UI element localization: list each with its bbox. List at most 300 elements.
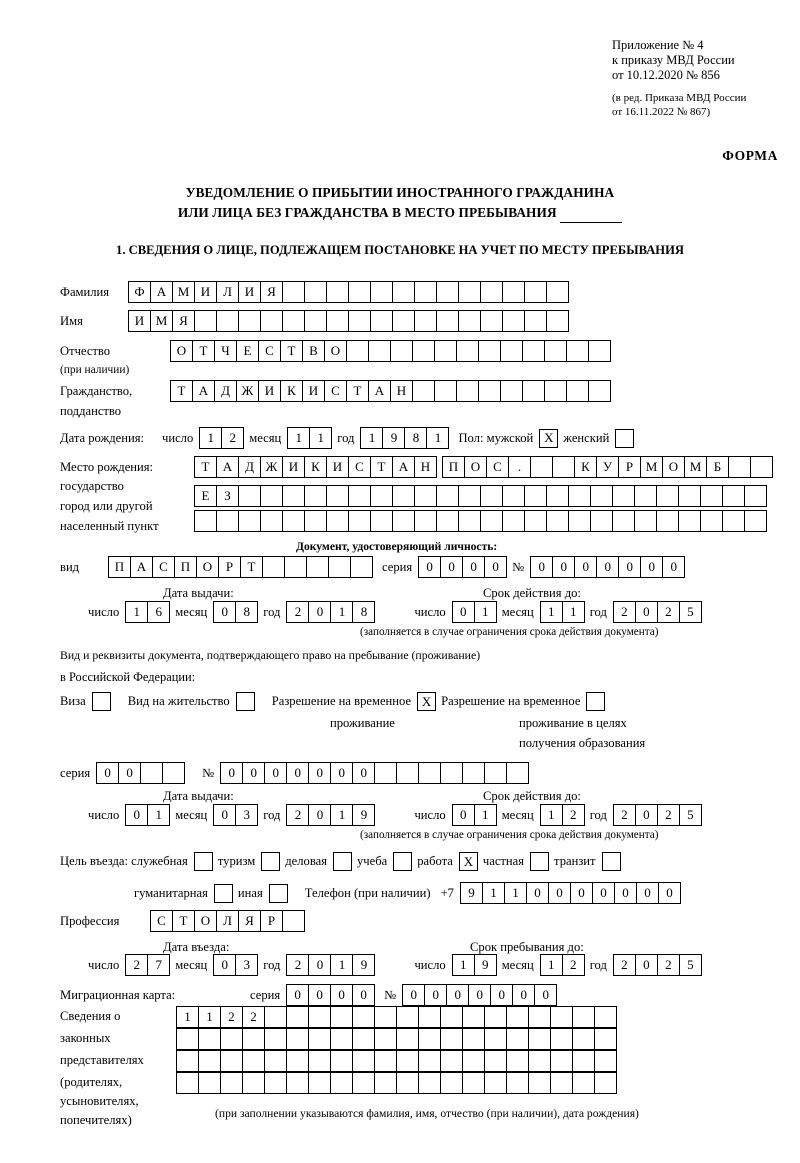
cell[interactable]: 8 bbox=[404, 427, 427, 449]
cell[interactable]: 0 bbox=[574, 556, 597, 578]
cell[interactable]: Д bbox=[238, 456, 261, 478]
permit-series-boxes[interactable] bbox=[96, 762, 184, 784]
cell[interactable] bbox=[484, 1072, 507, 1094]
cell[interactable] bbox=[282, 910, 305, 932]
cell[interactable] bbox=[456, 340, 479, 362]
cell[interactable]: Я bbox=[260, 281, 283, 303]
visa-checkbox[interactable] bbox=[92, 692, 110, 711]
residence-checkbox[interactable] bbox=[236, 692, 254, 711]
cell[interactable]: 1 bbox=[147, 804, 170, 826]
cell[interactable]: 2 bbox=[562, 954, 585, 976]
cell[interactable] bbox=[594, 1072, 617, 1094]
cell[interactable] bbox=[390, 340, 413, 362]
cell[interactable]: 0 bbox=[596, 556, 619, 578]
cell[interactable] bbox=[216, 310, 239, 332]
cell[interactable]: А bbox=[368, 380, 391, 402]
cell[interactable] bbox=[700, 510, 723, 532]
cell[interactable] bbox=[678, 485, 701, 507]
cell[interactable] bbox=[326, 510, 349, 532]
cell[interactable] bbox=[220, 1050, 243, 1072]
cell[interactable]: 2 bbox=[286, 804, 309, 826]
cell[interactable]: 0 bbox=[662, 556, 685, 578]
cell[interactable]: 0 bbox=[512, 984, 535, 1006]
birth-city-row2-boxes[interactable] bbox=[194, 485, 766, 507]
cell[interactable] bbox=[214, 884, 233, 903]
cell[interactable] bbox=[194, 310, 217, 332]
cell[interactable] bbox=[552, 456, 575, 478]
sex-male-checkbox[interactable] bbox=[539, 429, 557, 448]
cell[interactable] bbox=[568, 510, 591, 532]
cell[interactable]: М bbox=[150, 310, 173, 332]
cell[interactable] bbox=[396, 1050, 419, 1072]
cell[interactable] bbox=[242, 1072, 265, 1094]
cell[interactable]: Ж bbox=[236, 380, 259, 402]
cell[interactable]: К bbox=[574, 456, 597, 478]
cell[interactable] bbox=[590, 510, 613, 532]
cell[interactable]: 0 bbox=[308, 954, 331, 976]
cell[interactable] bbox=[242, 1028, 265, 1050]
cell[interactable] bbox=[550, 1006, 573, 1028]
cell[interactable] bbox=[374, 1072, 397, 1094]
cell[interactable]: 2 bbox=[286, 601, 309, 623]
cell[interactable] bbox=[198, 1050, 221, 1072]
cell[interactable]: 0 bbox=[468, 984, 491, 1006]
cell[interactable]: 1 bbox=[504, 882, 527, 904]
cell[interactable] bbox=[269, 884, 288, 903]
cell[interactable] bbox=[502, 281, 525, 303]
stay-day-boxes[interactable] bbox=[452, 954, 496, 976]
cell[interactable] bbox=[458, 310, 481, 332]
cell[interactable]: Т bbox=[172, 910, 195, 932]
purpose-study-checkbox[interactable] bbox=[393, 852, 411, 871]
cell[interactable] bbox=[434, 380, 457, 402]
cell[interactable] bbox=[484, 1006, 507, 1028]
cell[interactable]: И bbox=[194, 281, 217, 303]
cell[interactable] bbox=[220, 1028, 243, 1050]
cell[interactable]: 0 bbox=[352, 762, 375, 784]
cell[interactable] bbox=[374, 1006, 397, 1028]
cell[interactable]: 0 bbox=[330, 984, 353, 1006]
cell[interactable] bbox=[370, 510, 393, 532]
cell[interactable]: 0 bbox=[534, 984, 557, 1006]
cell[interactable]: 1 bbox=[176, 1006, 199, 1028]
cell[interactable] bbox=[414, 281, 437, 303]
cell[interactable]: 0 bbox=[308, 804, 331, 826]
doc-issue-month-boxes[interactable] bbox=[213, 601, 257, 623]
cell[interactable] bbox=[374, 1050, 397, 1072]
cell[interactable] bbox=[304, 310, 327, 332]
cell[interactable] bbox=[308, 1028, 331, 1050]
profession-boxes[interactable] bbox=[150, 910, 304, 932]
cell[interactable]: Т bbox=[192, 340, 215, 362]
cell[interactable] bbox=[260, 310, 283, 332]
cell[interactable] bbox=[478, 380, 501, 402]
cell[interactable] bbox=[528, 1006, 551, 1028]
cell[interactable]: 0 bbox=[440, 556, 463, 578]
cell[interactable] bbox=[304, 281, 327, 303]
cell[interactable]: 0 bbox=[570, 882, 593, 904]
cell[interactable]: 0 bbox=[308, 762, 331, 784]
cell[interactable]: 0 bbox=[424, 984, 447, 1006]
cell[interactable] bbox=[262, 556, 285, 578]
cell[interactable] bbox=[260, 485, 283, 507]
cell[interactable] bbox=[436, 510, 459, 532]
cell[interactable] bbox=[656, 510, 679, 532]
sex-female-checkbox[interactable] bbox=[615, 429, 633, 448]
mc-number-boxes[interactable] bbox=[402, 984, 556, 1006]
cell[interactable] bbox=[308, 1072, 331, 1094]
surname-boxes[interactable] bbox=[128, 281, 568, 303]
cell[interactable]: Т bbox=[170, 380, 193, 402]
cell[interactable]: 9 bbox=[352, 954, 375, 976]
cell[interactable] bbox=[418, 1028, 441, 1050]
permit-valid-day-boxes[interactable] bbox=[452, 804, 496, 826]
cell[interactable] bbox=[392, 310, 415, 332]
cell[interactable]: К bbox=[280, 380, 303, 402]
doc-valid-day-boxes[interactable] bbox=[452, 601, 496, 623]
cell[interactable]: 0 bbox=[530, 556, 553, 578]
cell[interactable]: М bbox=[172, 281, 195, 303]
cell[interactable] bbox=[162, 762, 185, 784]
cell[interactable] bbox=[326, 310, 349, 332]
cell[interactable] bbox=[348, 510, 371, 532]
cell[interactable] bbox=[722, 485, 745, 507]
legal-rep-row2-boxes[interactable] bbox=[176, 1028, 616, 1050]
cell[interactable] bbox=[412, 340, 435, 362]
cell[interactable] bbox=[242, 1050, 265, 1072]
cell[interactable] bbox=[440, 1072, 463, 1094]
birth-city-row1-boxes[interactable] bbox=[442, 456, 772, 478]
cell[interactable]: С bbox=[324, 380, 347, 402]
cell[interactable] bbox=[478, 340, 501, 362]
cell[interactable] bbox=[396, 1028, 419, 1050]
cell[interactable] bbox=[393, 852, 412, 871]
cell[interactable]: Е bbox=[194, 485, 217, 507]
cell[interactable]: С bbox=[486, 456, 509, 478]
cell[interactable] bbox=[92, 692, 111, 711]
cell[interactable]: X bbox=[417, 692, 436, 711]
cell[interactable]: 0 bbox=[264, 762, 287, 784]
cell[interactable] bbox=[396, 762, 419, 784]
cell[interactable]: 1 bbox=[474, 601, 497, 623]
cell[interactable] bbox=[333, 852, 352, 871]
cell[interactable]: О bbox=[196, 556, 219, 578]
cell[interactable] bbox=[308, 1050, 331, 1072]
cell[interactable]: П bbox=[442, 456, 465, 478]
cell[interactable]: Т bbox=[240, 556, 263, 578]
cell[interactable]: 0 bbox=[118, 762, 141, 784]
cell[interactable] bbox=[524, 281, 547, 303]
cell[interactable] bbox=[572, 1072, 595, 1094]
cell[interactable] bbox=[572, 1050, 595, 1072]
purpose-tourism-checkbox[interactable] bbox=[261, 852, 279, 871]
cell[interactable] bbox=[418, 1072, 441, 1094]
cell[interactable]: Т bbox=[346, 380, 369, 402]
cell[interactable] bbox=[594, 1006, 617, 1028]
cell[interactable]: 1 bbox=[199, 427, 222, 449]
cell[interactable] bbox=[306, 556, 329, 578]
cell[interactable] bbox=[602, 852, 621, 871]
cell[interactable]: Л bbox=[216, 910, 239, 932]
cell[interactable] bbox=[440, 1050, 463, 1072]
cell[interactable] bbox=[500, 340, 523, 362]
cell[interactable]: 0 bbox=[452, 601, 475, 623]
cell[interactable] bbox=[194, 852, 213, 871]
cell[interactable]: 3 bbox=[235, 954, 258, 976]
cell[interactable] bbox=[744, 485, 767, 507]
cell[interactable]: 0 bbox=[220, 762, 243, 784]
cell[interactable]: Р bbox=[618, 456, 641, 478]
cell[interactable] bbox=[346, 340, 369, 362]
cell[interactable] bbox=[484, 762, 507, 784]
permit-number-boxes[interactable] bbox=[220, 762, 528, 784]
doc-issue-year-boxes[interactable] bbox=[286, 601, 374, 623]
cell[interactable]: 8 bbox=[235, 601, 258, 623]
permit-valid-month-boxes[interactable] bbox=[540, 804, 584, 826]
cell[interactable] bbox=[522, 340, 545, 362]
cell[interactable]: О bbox=[464, 456, 487, 478]
cell[interactable] bbox=[236, 692, 255, 711]
cell[interactable] bbox=[484, 1028, 507, 1050]
cell[interactable] bbox=[414, 510, 437, 532]
cell[interactable]: Т bbox=[194, 456, 217, 478]
cell[interactable] bbox=[260, 510, 283, 532]
cell[interactable] bbox=[330, 1028, 353, 1050]
cell[interactable] bbox=[348, 310, 371, 332]
cell[interactable] bbox=[418, 762, 441, 784]
cell[interactable] bbox=[530, 852, 549, 871]
cell[interactable] bbox=[348, 281, 371, 303]
doc-series-boxes[interactable] bbox=[418, 556, 506, 578]
birth-country-boxes[interactable] bbox=[194, 456, 436, 478]
cell[interactable] bbox=[368, 340, 391, 362]
cell[interactable] bbox=[348, 485, 371, 507]
cell[interactable] bbox=[352, 1028, 375, 1050]
phone-boxes[interactable] bbox=[460, 882, 680, 904]
cell[interactable] bbox=[572, 1006, 595, 1028]
cell[interactable]: М bbox=[640, 456, 663, 478]
cell[interactable] bbox=[282, 485, 305, 507]
cell[interactable] bbox=[264, 1072, 287, 1094]
cell[interactable] bbox=[590, 485, 613, 507]
cell[interactable] bbox=[350, 556, 373, 578]
cell[interactable]: 0 bbox=[286, 984, 309, 1006]
cell[interactable]: X bbox=[539, 429, 558, 448]
cell[interactable] bbox=[588, 380, 611, 402]
cell[interactable] bbox=[282, 310, 305, 332]
cell[interactable] bbox=[502, 310, 525, 332]
cell[interactable]: Д bbox=[214, 380, 237, 402]
cell[interactable]: 5 bbox=[679, 601, 702, 623]
cell[interactable]: 1 bbox=[330, 954, 353, 976]
cell[interactable] bbox=[522, 380, 545, 402]
cell[interactable]: Т bbox=[280, 340, 303, 362]
cell[interactable]: 2 bbox=[657, 804, 680, 826]
cell[interactable] bbox=[370, 485, 393, 507]
cell[interactable] bbox=[634, 510, 657, 532]
cell[interactable]: Ж bbox=[260, 456, 283, 478]
cell[interactable]: 0 bbox=[614, 882, 637, 904]
cell[interactable]: И bbox=[258, 380, 281, 402]
birth-year-boxes[interactable] bbox=[360, 427, 448, 449]
cell[interactable] bbox=[216, 510, 239, 532]
cell[interactable]: 2 bbox=[657, 601, 680, 623]
cell[interactable]: П bbox=[108, 556, 131, 578]
cell[interactable] bbox=[462, 762, 485, 784]
cell[interactable]: А bbox=[392, 456, 415, 478]
cell[interactable] bbox=[594, 1028, 617, 1050]
cell[interactable] bbox=[506, 1028, 529, 1050]
cell[interactable]: 0 bbox=[635, 804, 658, 826]
cell[interactable]: 0 bbox=[592, 882, 615, 904]
cell[interactable]: 2 bbox=[286, 954, 309, 976]
cell[interactable] bbox=[656, 485, 679, 507]
cell[interactable]: С bbox=[258, 340, 281, 362]
cell[interactable] bbox=[286, 1050, 309, 1072]
cell[interactable] bbox=[220, 1072, 243, 1094]
cell[interactable] bbox=[282, 281, 305, 303]
cell[interactable]: 1 bbox=[540, 804, 563, 826]
cell[interactable] bbox=[524, 485, 547, 507]
cell[interactable] bbox=[550, 1050, 573, 1072]
cell[interactable] bbox=[308, 1006, 331, 1028]
cell[interactable]: 1 bbox=[330, 601, 353, 623]
cell[interactable] bbox=[506, 1072, 529, 1094]
cell[interactable]: 1 bbox=[540, 601, 563, 623]
cell[interactable] bbox=[524, 310, 547, 332]
cell[interactable] bbox=[612, 510, 635, 532]
cell[interactable]: 0 bbox=[242, 762, 265, 784]
cell[interactable]: И bbox=[282, 456, 305, 478]
cell[interactable]: Т bbox=[370, 456, 393, 478]
cell[interactable] bbox=[594, 1050, 617, 1072]
cell[interactable] bbox=[198, 1028, 221, 1050]
cell[interactable]: 0 bbox=[330, 762, 353, 784]
cell[interactable]: Е bbox=[236, 340, 259, 362]
cell[interactable] bbox=[374, 1028, 397, 1050]
cell[interactable] bbox=[546, 310, 569, 332]
cell[interactable]: 0 bbox=[213, 954, 236, 976]
legal-rep-row1-boxes[interactable] bbox=[176, 1006, 616, 1028]
cell[interactable]: Я bbox=[238, 910, 261, 932]
cell[interactable]: С bbox=[348, 456, 371, 478]
cell[interactable] bbox=[264, 1050, 287, 1072]
cell[interactable] bbox=[238, 310, 261, 332]
cell[interactable]: 0 bbox=[213, 804, 236, 826]
cell[interactable] bbox=[550, 1072, 573, 1094]
edu-residence-checkbox[interactable] bbox=[586, 692, 604, 711]
cell[interactable]: 1 bbox=[452, 954, 475, 976]
cell[interactable]: 2 bbox=[125, 954, 148, 976]
cell[interactable] bbox=[436, 281, 459, 303]
cell[interactable] bbox=[506, 1006, 529, 1028]
cell[interactable] bbox=[744, 510, 767, 532]
cell[interactable] bbox=[414, 485, 437, 507]
cell[interactable]: 1 bbox=[474, 804, 497, 826]
cell[interactable]: X bbox=[459, 852, 478, 871]
cell[interactable]: Я bbox=[172, 310, 195, 332]
cell[interactable]: 9 bbox=[382, 427, 405, 449]
cell[interactable] bbox=[506, 762, 529, 784]
permit-issue-year-boxes[interactable] bbox=[286, 804, 374, 826]
cell[interactable]: 1 bbox=[482, 882, 505, 904]
cell[interactable] bbox=[352, 1072, 375, 1094]
cell[interactable]: 2 bbox=[613, 804, 636, 826]
cell[interactable]: В bbox=[302, 340, 325, 362]
cell[interactable] bbox=[326, 281, 349, 303]
cell[interactable]: А bbox=[216, 456, 239, 478]
cell[interactable] bbox=[198, 1072, 221, 1094]
cell[interactable] bbox=[480, 310, 503, 332]
cell[interactable]: 1 bbox=[562, 601, 585, 623]
cell[interactable] bbox=[634, 485, 657, 507]
cell[interactable]: 1 bbox=[426, 427, 449, 449]
cell[interactable] bbox=[261, 852, 280, 871]
cell[interactable]: 2 bbox=[562, 804, 585, 826]
cell[interactable] bbox=[140, 762, 163, 784]
cell[interactable] bbox=[458, 510, 481, 532]
entry-year-boxes[interactable] bbox=[286, 954, 374, 976]
cell[interactable] bbox=[586, 692, 605, 711]
purpose-humanitarian-checkbox[interactable] bbox=[214, 884, 232, 903]
cell[interactable] bbox=[392, 510, 415, 532]
cell[interactable] bbox=[264, 1006, 287, 1028]
cell[interactable]: А bbox=[130, 556, 153, 578]
cell[interactable]: 5 bbox=[679, 804, 702, 826]
permit-issue-day-boxes[interactable] bbox=[125, 804, 169, 826]
cell[interactable] bbox=[750, 456, 773, 478]
cell[interactable] bbox=[304, 485, 327, 507]
cell[interactable] bbox=[330, 1050, 353, 1072]
cell[interactable] bbox=[284, 556, 307, 578]
cell[interactable]: 0 bbox=[640, 556, 663, 578]
cell[interactable] bbox=[566, 380, 589, 402]
cell[interactable]: 0 bbox=[308, 601, 331, 623]
cell[interactable]: 3 bbox=[235, 804, 258, 826]
cell[interactable] bbox=[458, 281, 481, 303]
mc-series-boxes[interactable] bbox=[286, 984, 374, 1006]
cell[interactable]: И bbox=[302, 380, 325, 402]
name-boxes[interactable] bbox=[128, 310, 568, 332]
cell[interactable]: 0 bbox=[484, 556, 507, 578]
cell[interactable]: 0 bbox=[286, 762, 309, 784]
cell[interactable]: Н bbox=[390, 380, 413, 402]
cell[interactable] bbox=[440, 762, 463, 784]
cell[interactable]: 0 bbox=[402, 984, 425, 1006]
cell[interactable] bbox=[546, 281, 569, 303]
cell[interactable]: М bbox=[684, 456, 707, 478]
cell[interactable] bbox=[728, 456, 751, 478]
cell[interactable]: О bbox=[194, 910, 217, 932]
cell[interactable]: Ф bbox=[128, 281, 151, 303]
cell[interactable]: 0 bbox=[446, 984, 469, 1006]
cell[interactable] bbox=[566, 340, 589, 362]
cell[interactable] bbox=[528, 1028, 551, 1050]
cell[interactable]: 1 bbox=[198, 1006, 221, 1028]
cell[interactable] bbox=[370, 281, 393, 303]
cell[interactable]: 0 bbox=[352, 984, 375, 1006]
cell[interactable]: 0 bbox=[462, 556, 485, 578]
cell[interactable]: 2 bbox=[613, 954, 636, 976]
cell[interactable] bbox=[530, 456, 553, 478]
cell[interactable]: С bbox=[150, 910, 173, 932]
cell[interactable] bbox=[678, 510, 701, 532]
cell[interactable]: 0 bbox=[618, 556, 641, 578]
cell[interactable] bbox=[326, 485, 349, 507]
cell[interactable] bbox=[546, 485, 569, 507]
cell[interactable] bbox=[176, 1050, 199, 1072]
cell[interactable] bbox=[418, 1006, 441, 1028]
